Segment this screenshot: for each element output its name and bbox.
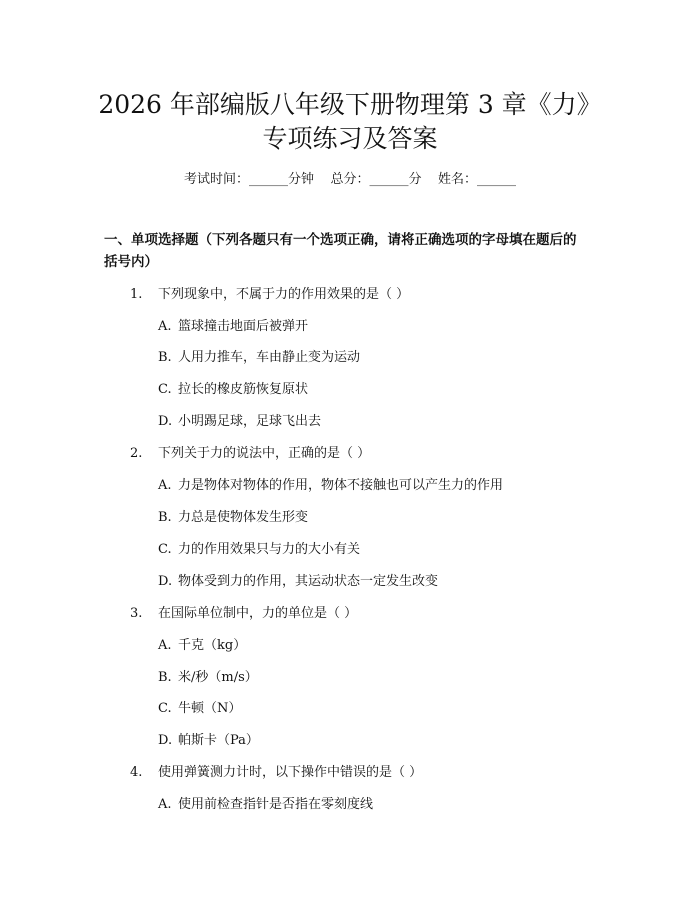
option-letter: D. (158, 414, 173, 429)
option-4a (158, 793, 373, 812)
option-text: 力的作用效果只与力的大小有关 (178, 542, 361, 557)
option-letter: A. (158, 319, 172, 334)
option-1d (158, 410, 321, 429)
option-text: 篮球撞击地面后被弹开 (178, 319, 309, 334)
option-1a (158, 315, 308, 334)
question-3 (130, 602, 357, 621)
option-letter: D. (158, 574, 173, 589)
option-1b (158, 346, 360, 365)
question-text: 下列关于力的说法中，正确的是（ ） (158, 446, 371, 461)
option-2b (158, 506, 308, 525)
section-heading-line-1: 一、单项选择题（下列各题只有一个选项正确，请将正确选项的字母填在题后的 (104, 232, 577, 248)
option-letter: B. (158, 510, 172, 525)
option-3b (158, 666, 258, 685)
section-heading-line-2: 括号内） (104, 254, 158, 270)
question-text: 使用弹簧测力计时，以下操作中错误的是（ ） (158, 765, 423, 780)
option-letter: C. (158, 382, 172, 397)
option-letter: A. (158, 478, 172, 493)
option-text: 牛顿（N） (178, 701, 242, 716)
option-2c (158, 538, 360, 557)
option-letter: D. (158, 733, 173, 748)
option-text: 力是物体对物体的作用，物体不接触也可以产生力的作用 (178, 478, 504, 493)
option-text: 物体受到力的作用，其运动状态一定发生改变 (178, 574, 439, 589)
option-text: 千克（kg） (178, 638, 247, 653)
option-letter: B. (158, 350, 172, 365)
option-text: 拉长的橡皮筋恢复原状 (178, 382, 309, 397)
option-text: 米/秒（m/s） (178, 670, 258, 685)
question-number: 4. (130, 765, 143, 780)
question-4 (130, 761, 422, 780)
option-1c (158, 378, 308, 397)
option-letter: B. (158, 670, 172, 685)
option-3c (158, 697, 241, 716)
question-number: 1. (130, 287, 143, 302)
exam-info: 考试时间：______分钟 总分：______分 姓名：______ (183, 172, 517, 187)
option-letter: C. (158, 701, 172, 716)
option-3a (158, 634, 246, 653)
option-2a (158, 474, 503, 493)
option-text: 人用力推车，车由静止变为运动 (178, 350, 361, 365)
question-text: 下列现象中，不属于力的作用效果的是（ ） (158, 287, 410, 302)
question-number: 2. (130, 446, 143, 461)
option-text: 帕斯卡（Pa） (178, 733, 259, 748)
document-title-line-1: 2026 年部编版八年级下册物理第 3 章《力》 (98, 90, 602, 119)
question-number: 3. (130, 606, 143, 621)
option-letter: A. (158, 797, 172, 812)
option-3d (158, 729, 259, 748)
question-1 (130, 283, 409, 302)
document-title-line-2: 专项练习及答案 (262, 124, 438, 153)
option-text: 小明踢足球，足球飞出去 (178, 414, 322, 429)
question-2 (130, 442, 370, 461)
option-letter: A. (158, 638, 172, 653)
option-2d (158, 570, 438, 589)
option-text: 使用前检查指针是否指在零刻度线 (178, 797, 374, 812)
question-text: 在国际单位制中，力的单位是（ ） (158, 606, 358, 621)
option-text: 力总是使物体发生形变 (178, 510, 309, 525)
option-letter: C. (158, 542, 172, 557)
